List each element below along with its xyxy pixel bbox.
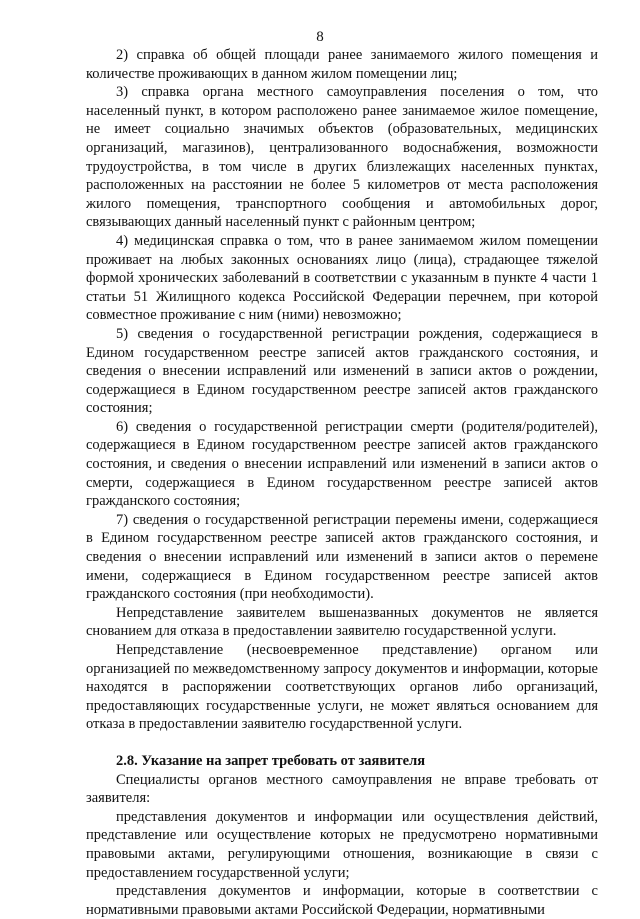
page-number: 8 (316, 29, 324, 45)
paragraph-documents-info: представления документов и информации, которые в соответствии с нормативными правовыми актами Российской Федерации, нормативными (86, 883, 598, 918)
paragraph-specialists: Специалисты органов местного самоуправления не вправе требовать от заявителя: (86, 771, 598, 807)
section-heading: 2.8. Указание на запрет требовать от заявителя (116, 752, 426, 769)
list-item-6: 6) сведения о государственной регистрации смерти (родителя/родителей), содержащиеся в Едином государственном реестре записей актов гражданского состояния, и сведения о внесении исправлений или изменений в записи актов о смерти, содержащиеся в Едином государственном реестре записей актов гражданского состояния; (86, 418, 598, 510)
list-item-7: 7) сведения о государственной регистрации перемены имени, содержащиеся в Едином государственном реестре записей актов гражданского состояния, и сведения о внесении исправлений или изменений в записи актов о перемене имени, содержащиеся в Едином государственном реестре записей актов гражданского состояния (при необходимости). (86, 511, 598, 603)
list-item-2: 2) справка об общей площади ранее занимаемого жилого помещения и количестве проживающих в данном жилом помещении лиц; (86, 47, 598, 82)
list-item-5: 5) сведения о государственной регистрации рождения, содержащиеся в Едином государственном реестре записей актов гражданского состояния, и сведения о внесении исправлений или изменений в записи актов о рождении, содержащиеся в Едином государственном реестре записей актов гражданского состояния; (86, 325, 598, 417)
list-item-4: 4) медицинская справка о том, что в ранее занимаемом жилом помещении проживает на любых законных основаниях лицо (лица), страдающее тяжелой формой хронических заболеваний в соответствии с указанным в пункте 4 части 1 статьи 51 Жилищного кодекса Российской Федерации перечнем, при которой совместное проживание с ним (ними) невозможно; (86, 232, 598, 324)
paragraph-interagency-request: Непредставление (несвоевременное представление) органом или организацией по межведомственному запросу документов и информации, которые находятся в распоряжении соответствующих органов либо организаций, предоставляющих государственные услуги, не может являться основанием для отказа в предоставлении заявителю государственной услуги. (86, 642, 598, 733)
document-body (86, 46, 598, 919)
list-item-3: 3) справка органа местного самоуправления поселения о том, что населенный пункт, в котором расположено ранее занимаемое жилое помещение, не имеет социально значимых объектов (образовательных, медицинских организаций, магазинов), централизованного водоснабжения, возможности трудоустройства, в том числе в других близлежащих населенных пунктах, расположенных на расстоянии не более 5 километров от места расположения жилого помещения, транспортного сообщения и автомобильных дорог, связывающих данный населенный пункт с районным центром; (86, 84, 598, 231)
paragraph-non-submission: Непредставление заявителем вышеназванных документов не является снованием для отказа в предоставлении заявителю государственной услуги. (86, 604, 598, 640)
paragraph-documents-actions: представления документов и информации или осуществления действий, представление или осуществление которых не предусмотрено нормативными правовыми актами, регулирующими отношения, возникающие в связи с предоставлением государственной услуги; (86, 808, 598, 881)
